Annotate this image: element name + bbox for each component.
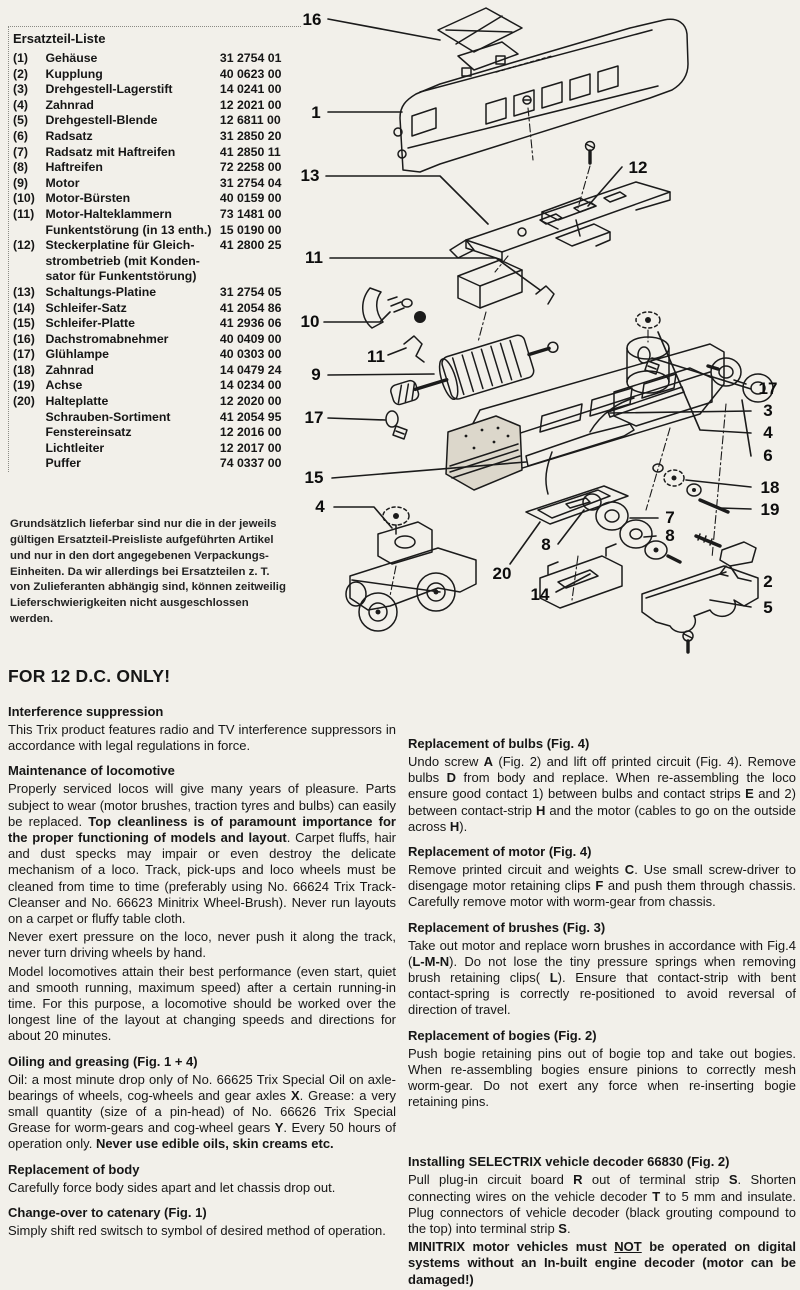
callout-number: 1 <box>311 103 321 122</box>
parts-cell-num <box>13 269 45 285</box>
parts-row <box>13 363 301 379</box>
callout-leader-line <box>558 510 584 544</box>
parts-cell-name: Zahnrad <box>45 362 94 377</box>
callout-number: 2 <box>763 572 773 591</box>
parts-cell-num: (4) <box>13 97 29 112</box>
callout-leader-line <box>730 566 751 581</box>
section-heading: Change-over to catenary (Fig. 1) <box>8 1204 207 1220</box>
parts-cell-num: (3) <box>13 82 29 97</box>
section-paragraph: Remove printed circuit and weights C. Use small screw-driver to disengage motor retaining clips F and push them through chassis. Carefully remove motor with worm-gear from chassis. <box>408 862 797 910</box>
parts-cell-name: Kupplung <box>45 66 103 81</box>
parts-cell-no: 41 2054 86 <box>219 300 282 315</box>
callout-number: 3 <box>763 401 773 420</box>
callout-number: 17 <box>758 379 778 398</box>
parts-row <box>13 129 301 145</box>
callout-leader-line <box>330 258 540 290</box>
parts-cell-num: (13) <box>13 284 35 299</box>
callout-5 <box>710 598 773 617</box>
parts-cell-no: 40 0409 00 <box>219 331 282 346</box>
callout-number: 20 <box>492 564 512 583</box>
callout-4 <box>315 497 392 528</box>
callout-17 <box>652 358 777 398</box>
parts-cell-no: 40 0159 00 <box>219 191 282 206</box>
parts-cell-name: Motor-Bürsten <box>45 191 131 206</box>
parts-cell-no: 12 6811 00 <box>219 113 281 128</box>
parts-cell-num <box>13 223 45 239</box>
parts-cell-no: 14 0234 00 <box>219 378 282 393</box>
callout-leader-line <box>720 508 751 509</box>
section-paragraph: Push bogie retaining pins out of bogie top and take out bogies. When re-assembling bogies ensure pinions to correctly mesh worm-gear. Do not exert any force when re-inserting bogie retaining pins. <box>408 1045 796 1110</box>
callout-leader-line <box>742 400 751 456</box>
parts-cell-name: Radsatz <box>45 128 93 143</box>
parts-cell-num: (12) <box>13 238 35 253</box>
section-paragraph: MINITRIX motor vehicles must NOT be operated on digital systems without an In-built engine decoder (motor can be damaged!) <box>408 1239 796 1287</box>
parts-cell-no: 73 1481 00 <box>219 206 282 221</box>
parts-row <box>13 332 301 348</box>
parts-row <box>13 67 301 83</box>
section-heading: Replacement of bogies (Fig. 2) <box>408 1027 597 1043</box>
section-paragraph: Model locomotives attain their best performance (even start, quiet and smooth running, maximum speed) after a certain running-in time. For this purpose, a locomotive should be worked over the longest line of the layout at changing speeds and directions for about 20 minutes. <box>8 963 396 1044</box>
callout-1 <box>311 103 402 122</box>
parts-cell-num: (1) <box>13 51 29 65</box>
parts-list <box>8 26 301 472</box>
parts-cell-name: Puffer <box>45 456 81 471</box>
instructions-column-right <box>408 695 796 1290</box>
section-heading: Installing SELECTRIX vehicle decoder 66830 (Fig. 2) <box>408 1154 730 1170</box>
body-shell-part <box>394 19 688 208</box>
parts-row <box>13 425 301 441</box>
callout-19 <box>720 500 779 519</box>
section-paragraph: Simply shift red switsch to symbol of desired method of operation. <box>8 1222 386 1238</box>
parts-cell-no: 12 2020 00 <box>219 394 282 409</box>
parts-list-title: Ersatzteil-Liste <box>13 31 106 46</box>
parts-row <box>13 254 301 270</box>
parts-cell-no: 72 2258 00 <box>219 160 282 175</box>
parts-cell-no: 41 2850 11 <box>219 144 281 159</box>
parts-row <box>13 285 301 301</box>
parts-cell-num <box>13 410 45 426</box>
parts-cell-no: 31 2754 01 <box>219 51 282 65</box>
instruction-columns <box>8 695 796 1290</box>
section-heading: Replacement of brushes (Fig. 3) <box>408 919 606 935</box>
callout-20 <box>493 522 540 583</box>
parts-cell-num: (20) <box>13 394 35 409</box>
motor-part <box>386 325 564 418</box>
callout-number: 4 <box>763 423 773 442</box>
parts-cell-no: 31 2850 20 <box>219 128 282 143</box>
section-paragraph: Properly serviced locos will give many years of pleasure. Parts subject to wear (motor brushes, traction tyres and bulbs) can easily be replaced. Top cleanliness is of paramount importance for the proper functioning of models and layout. Carpet fluffs, hair and dust specks may impair or even destroy the delicate mechanism of a loco. Track, pick-ups and loco wheels must be cleaned from time to time (preferably using No. 66624 Trix Track-Cleanser and No. 66623 Minitrix Wheel-Brush). Never run layouts on a carpet or fluffy table cloth. <box>8 781 397 927</box>
parts-cell-num: (11) <box>13 206 35 221</box>
parts-cell-no: 41 2936 06 <box>219 316 282 331</box>
callout-number: 19 <box>760 500 780 519</box>
parts-cell-no <box>220 254 301 270</box>
weight-part <box>458 260 522 342</box>
callout-number: 11 <box>305 248 323 267</box>
parts-row <box>13 347 301 363</box>
parts-cell-num <box>13 441 45 457</box>
callout-8 <box>541 510 584 554</box>
doc-title: FOR 12 D.C. ONLY! <box>8 666 171 686</box>
parts-cell-no: 31 2754 05 <box>219 284 282 299</box>
parts-row <box>13 316 301 332</box>
parts-row <box>13 113 301 129</box>
callout-number: 14 <box>530 585 550 604</box>
parts-cell-num: (7) <box>13 144 29 159</box>
callout-leader-line <box>328 19 440 40</box>
section-paragraph: Oil: a most minute drop only of No. 66625 Trix Special Oil on axle-bearings of wheels, cog-wheels and gear axles X. Grease: a very small quantity (size of a pin-head) of No. 66626 Trix Special Grease for worm-gears and cog-wheel gears Y. Every 50 hours of operation only. Never use edible oils, skin creams etc. <box>8 1071 396 1152</box>
callout-number: 15 <box>304 468 324 487</box>
section-heading: Replacement of body <box>8 1161 140 1177</box>
parts-cell-num: (19) <box>13 378 35 393</box>
parts-cell-num: (17) <box>13 347 35 362</box>
parts-cell-name: Zahnrad <box>45 97 94 112</box>
callout-leader-line <box>334 507 392 528</box>
parts-cell-no: 15 0190 00 <box>219 222 282 237</box>
parts-cell-no: 31 2754 04 <box>219 175 282 190</box>
retaining-clip-part <box>404 286 554 362</box>
parts-row <box>13 441 301 457</box>
parts-row <box>13 269 301 285</box>
parts-cell-num <box>13 254 45 270</box>
callout-10 <box>301 312 390 331</box>
parts-cell-name: Fenstereinsatz <box>45 425 132 440</box>
parts-cell-no: 40 0303 00 <box>219 347 282 362</box>
callout-leader-line <box>710 600 751 607</box>
parts-cell-name: Dachstromabnehmer <box>45 331 169 346</box>
parts-row <box>13 207 301 223</box>
callout-leader-line <box>610 411 751 413</box>
parts-cell-name: Achse <box>45 378 83 393</box>
parts-cell-name: sator für Funkentstörung) <box>45 269 197 284</box>
callout-7 <box>630 508 675 527</box>
parts-cell-name: Lichtleiter <box>45 440 105 455</box>
parts-cell-num: (9) <box>13 175 29 190</box>
parts-row <box>13 176 301 192</box>
instructions-column-left <box>8 695 396 1290</box>
parts-table-body <box>13 51 301 472</box>
parts-cell-num: (2) <box>13 66 29 81</box>
callout-number: 8 <box>541 535 551 554</box>
section-paragraph: Take out motor and replace worn brushes in accordance with Fig.4 (L-M-N). Do not lose the tiny pressure springs when removing brush retaining clips( L). Ensure that contact-strip with bent contact-spring is correctly re-positioned to avoid reversal of direction of travel. <box>408 937 796 1018</box>
parts-row <box>13 223 301 239</box>
parts-row <box>13 238 301 254</box>
parts-cell-num: (8) <box>13 160 29 175</box>
callout-leader-line <box>388 348 406 355</box>
parts-cell-num: (5) <box>13 113 29 128</box>
callout-number: 17 <box>304 408 324 427</box>
parts-cell-name: Steckerplatine für Gleich- <box>45 238 195 253</box>
callout-number: 8 <box>665 526 675 545</box>
section-paragraph: This Trix product features radio and TV interference suppressors in accordance with legal regulations in force. <box>8 722 396 754</box>
callout-number: 9 <box>311 365 321 384</box>
callout-number: 11 <box>367 347 385 366</box>
section-paragraph: Pull plug-in circuit board R out of terminal strip S. Shorten connecting wires on the vehicle decoder T to 5 mm and insulate. Plug connectors of vehicle decoder (black grouting compound to the top) into terminal strip S. <box>408 1172 796 1237</box>
section-heading: Replacement of bulbs (Fig. 4) <box>408 736 590 751</box>
parts-cell-no: 14 0479 24 <box>219 362 282 377</box>
callout-17 <box>305 408 385 427</box>
parts-cell-num <box>13 456 45 472</box>
callout-11 <box>367 347 406 366</box>
section-heading: Maintenance of locomotive <box>8 763 175 779</box>
section-heading: Interference suppression <box>8 704 164 719</box>
parts-row <box>13 145 301 161</box>
parts-row <box>13 98 301 114</box>
parts-cell-name: Halteplatte <box>45 394 109 409</box>
callout-9 <box>311 365 434 384</box>
parts-cell-name: Schrauben-Sortiment <box>45 409 171 424</box>
parts-cell-no: 14 0241 00 <box>219 82 282 97</box>
callout-number: 16 <box>302 10 322 29</box>
parts-row <box>13 51 301 67</box>
parts-cell-num: (15) <box>13 316 35 331</box>
parts-cell-name: Glühlampe <box>45 347 109 362</box>
parts-cell-num: (18) <box>13 362 35 377</box>
parts-cell-name: strombetrieb (mit Konden- <box>45 253 200 268</box>
callout-number: 10 <box>300 312 320 331</box>
parts-row <box>13 191 301 207</box>
callout-leader-line <box>510 522 540 564</box>
section-heading: Replacement of motor (Fig. 4) <box>408 844 592 860</box>
parts-cell-no: 74 0337 00 <box>219 456 282 471</box>
parts-row <box>13 378 301 394</box>
section-paragraph: Carefully force body sides apart and let chassis drop out. <box>8 1179 336 1195</box>
parts-cell-no: 12 2016 00 <box>219 425 282 440</box>
parts-cell-name: Funkentstörung (in 13 enth.) <box>45 222 212 237</box>
parts-table <box>13 51 301 472</box>
supply-note: Grundsätzlich lieferbar sind nur die in der jeweils gültigen Ersatzteil-Preisliste aufgeführten Artikel und nur in den dort angegebenen Verpackungs-Einheiten. Da wir allerdings bei Ersatzteilen z. T. von Zulieferanten abhängig sind, können zeitweilig Lieferschwierigkeiten nicht ausgeschlossen werden. <box>10 518 286 625</box>
callout-layer <box>301 10 780 617</box>
callout-16 <box>303 10 440 40</box>
parts-row <box>13 410 301 426</box>
callout-leader-line <box>328 418 385 420</box>
callout-number: 5 <box>763 598 773 617</box>
parts-cell-no: 40 0623 00 <box>219 66 282 81</box>
parts-cell-name: Haftreifen <box>45 160 103 175</box>
parts-cell-name: Motor-Halteklammern <box>45 206 172 221</box>
parts-cell-num <box>13 425 45 441</box>
parts-cell-num: (14) <box>13 300 35 315</box>
parts-cell-no: 12 2021 00 <box>219 97 282 112</box>
parts-cell-no <box>220 269 301 285</box>
section-paragraph: Never exert pressure on the loco, never push it along the track, never turn driving wheels by hand. <box>8 929 396 961</box>
parts-row <box>13 394 301 410</box>
callout-number: 4 <box>315 497 325 516</box>
parts-cell-name: Schleifer-Satz <box>45 300 127 315</box>
section-paragraph: Undo screw A (Fig. 2) and lift off printed circuit (Fig. 4). Remove bulbs D from body and replace. When re-assembling the loco ensure good contact 1) between bulbs and contact strips E and 2) between contact-strip H and the motor (cables to go on the outside across H). <box>408 754 796 834</box>
parts-cell-name: Gehäuse <box>45 51 98 65</box>
callout-11 <box>305 248 540 290</box>
chassis-frame-part <box>446 344 724 490</box>
bogie-top-part <box>540 544 622 608</box>
bulb-part <box>386 347 659 439</box>
parts-cell-no: 12 2017 00 <box>219 440 282 455</box>
callout-number: 7 <box>665 508 675 527</box>
parts-cell-name: Radsatz mit Haftreifen <box>45 144 176 159</box>
parts-row <box>13 160 301 176</box>
parts-cell-no: 41 2800 25 <box>219 238 282 253</box>
parts-cell-num: (10) <box>13 191 35 206</box>
parts-cell-no: 41 2054 95 <box>219 409 282 424</box>
parts-cell-name: Drehgestell-Blende <box>45 113 158 128</box>
parts-row <box>13 456 301 472</box>
callout-leader-line <box>644 536 656 537</box>
callout-number: 12 <box>628 158 648 177</box>
exploded-diagram <box>290 0 800 660</box>
section-heading: Oiling and greasing (Fig. 1 + 4) <box>8 1053 198 1069</box>
exploded-diagram-svg <box>290 0 800 660</box>
callout-number: 13 <box>300 166 320 185</box>
callout-number: 18 <box>760 478 780 497</box>
parts-row <box>13 82 301 98</box>
callout-13 <box>301 166 488 224</box>
callout-4 <box>658 332 773 442</box>
parts-cell-num: (6) <box>13 128 29 143</box>
callout-leader-line <box>328 374 434 375</box>
parts-row <box>13 301 301 317</box>
parts-cell-num: (16) <box>13 331 35 346</box>
parts-cell-name: Motor <box>45 175 80 190</box>
parts-cell-name: Schaltungs-Platine <box>45 284 157 299</box>
callout-number: 6 <box>763 446 773 465</box>
bogie-assembly-left-part <box>346 507 476 631</box>
parts-cell-name: Drehgestell-Lagerstift <box>45 82 173 97</box>
parts-cell-name: Schleifer-Platte <box>45 316 135 331</box>
callout-leader-line <box>326 176 488 224</box>
instructions <box>8 666 796 1290</box>
